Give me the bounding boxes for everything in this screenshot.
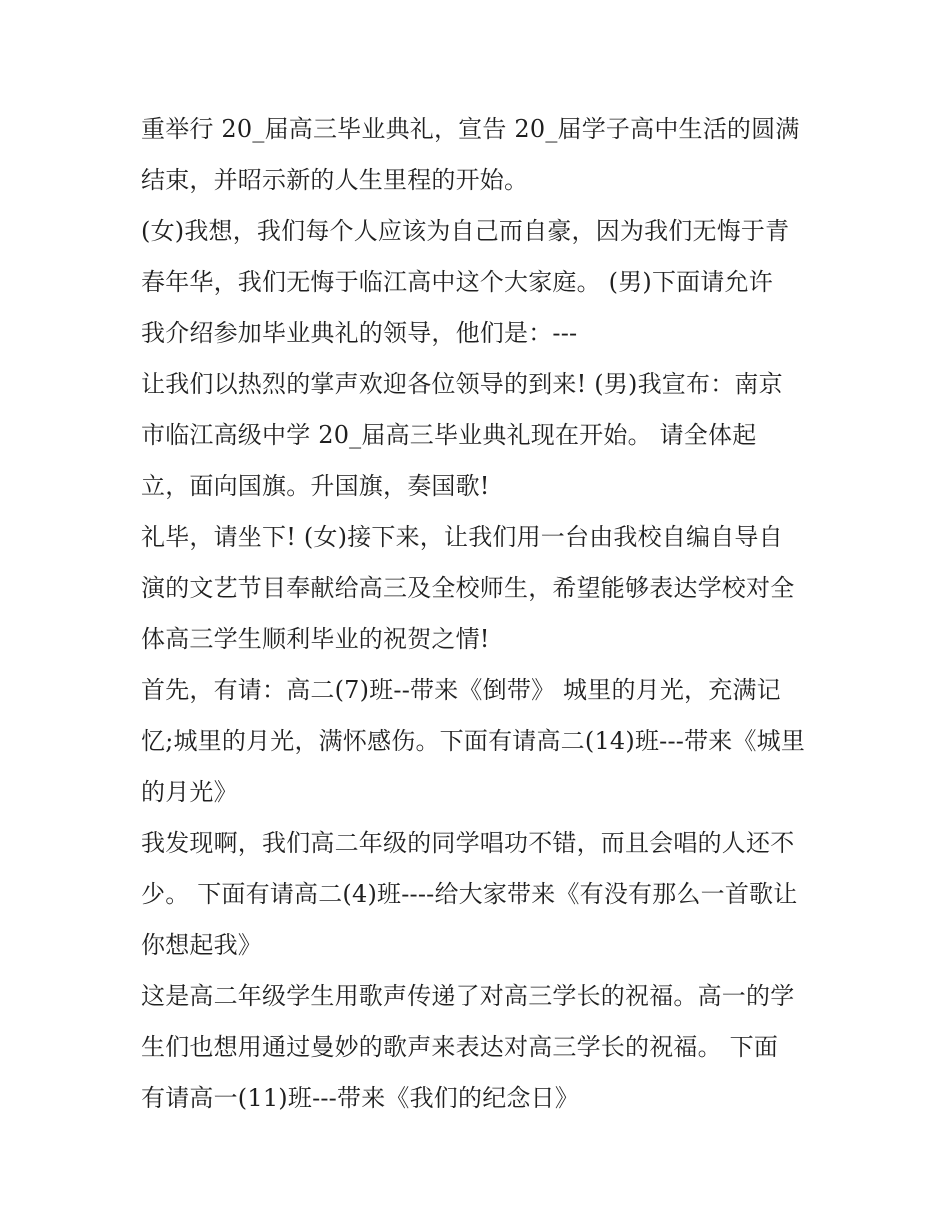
text-line: 生们也想用通过曼妙的歌声来表达对高三学长的祝福。 下面 [141, 1033, 779, 1061]
text-line: 市临江高级中学 20_届高三毕业典礼现在开始。 请全体起 [141, 421, 757, 449]
text-line: 立，面向国旗。升国旗，奏国歌! [141, 472, 490, 500]
text-line: 的月光》 [141, 778, 238, 806]
text-line: 有请高一(11)班---带来《我们的纪念日》 [141, 1084, 579, 1112]
text-line: 礼毕，请坐下! (女)接下来，让我们用一台由我校自编自导自 [141, 523, 783, 551]
text-line: 我介绍参加毕业典礼的领导，他们是：--- [141, 319, 578, 347]
text-line: 这是高二年级学生用歌声传递了对高三学长的祝福。高一的学 [141, 982, 795, 1010]
document-body [141, 104, 821, 1124]
text-line: 首先，有请：高二(7)班--带来《倒带》 城里的月光，充满记 [141, 676, 781, 704]
text-line: 我发现啊，我们高二年级的同学唱功不错，而且会唱的人还不 [141, 829, 795, 857]
text-line: 演的文艺节目奉献给高三及全校师生，希望能够表达学校对全 [141, 574, 795, 602]
text-line: 你想起我》 [141, 931, 262, 959]
text-line: 忆;城里的月光，满怀感伤。下面有请高二(14)班---带来《城里 [141, 727, 806, 755]
text-line: (女)我想，我们每个人应该为自己而自豪，因为我们无悔于青 [141, 217, 790, 245]
text-line: 体高三学生顺利毕业的祝贺之情! [141, 625, 490, 653]
text-line: 让我们以热烈的掌声欢迎各位领导的到来! (男)我宣布：南京 [141, 370, 783, 398]
text-line: 少。 下面有请高二(4)班----给大家带来《有没有那么一首歌让 [141, 880, 798, 908]
text-line: 重举行 20_届高三毕业典礼，宣告 20_届学子高中生活的圆满 [141, 115, 800, 143]
text-line: 结束，并昭示新的人生里程的开始。 [141, 166, 529, 194]
text-line: 春年华，我们无悔于临江高中这个大家庭。 (男)下面请允许 [141, 268, 773, 296]
